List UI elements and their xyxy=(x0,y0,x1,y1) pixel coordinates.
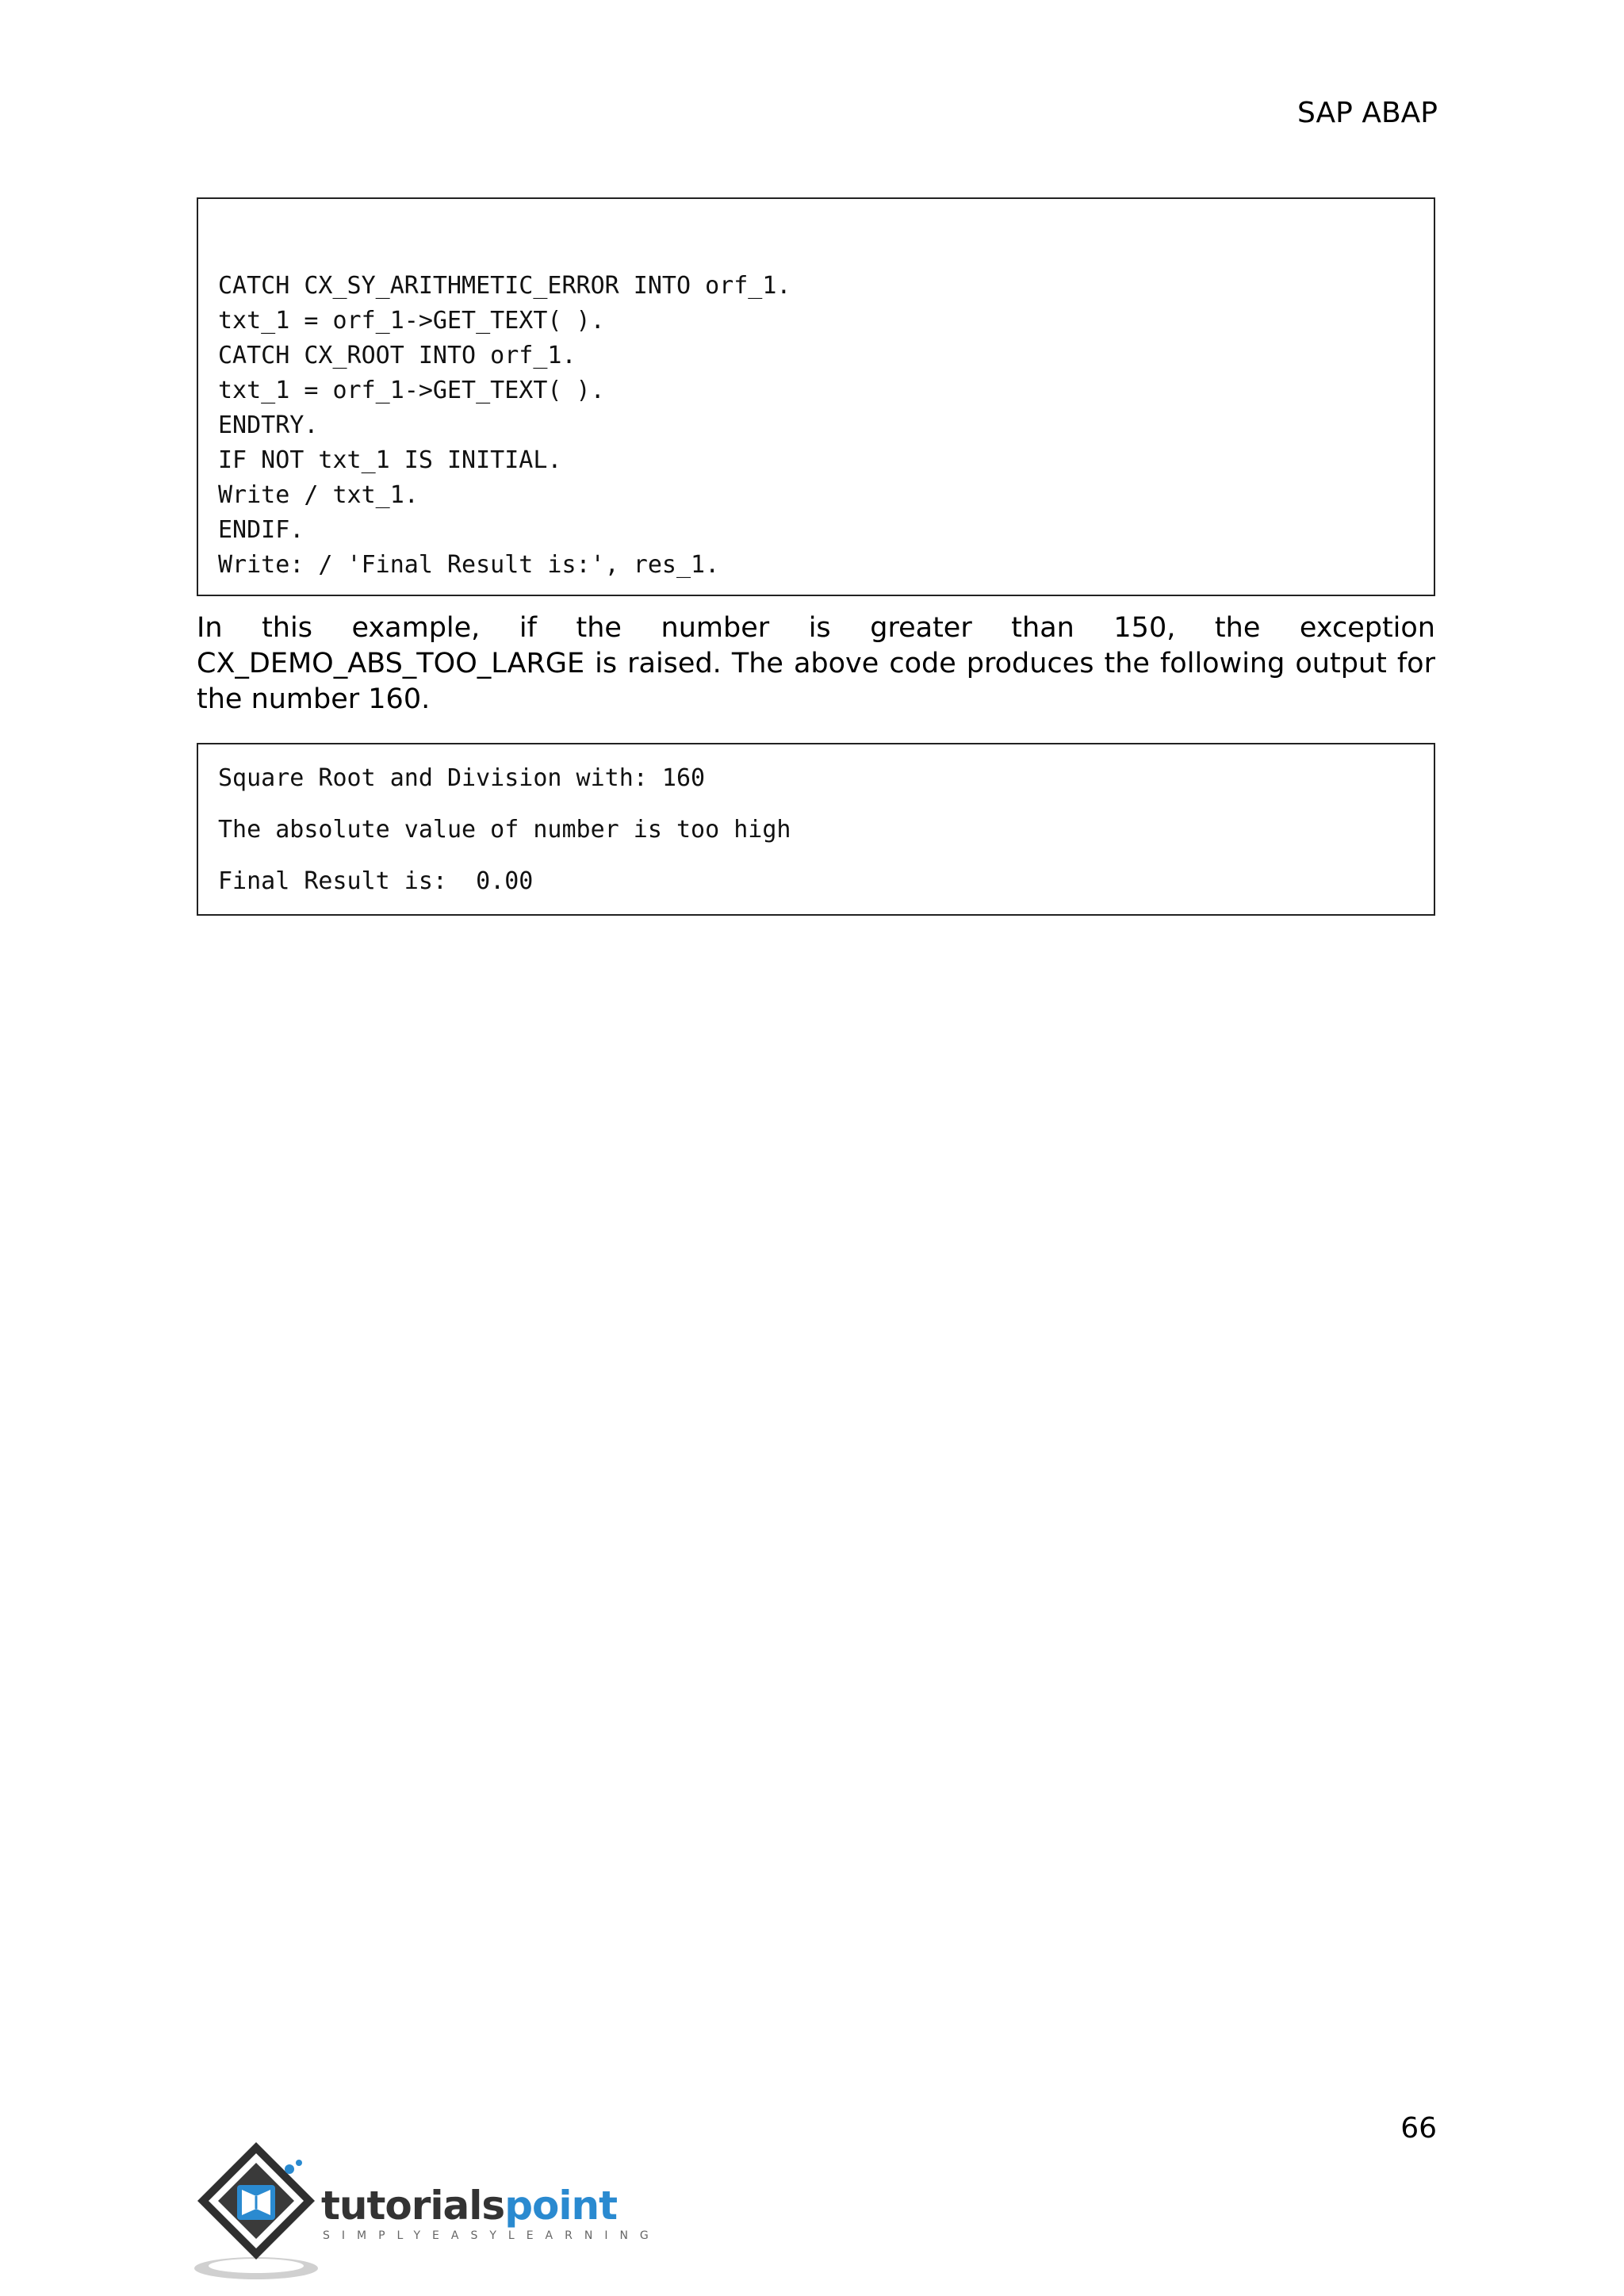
body-paragraph: In this example, if the number is greater than 150, the exception CX_DEMO_ABS_TOO_LARGE is raised. The above code produces the following output for the number 160. xyxy=(197,612,1435,715)
page-header-title: SAP ABAP xyxy=(1297,97,1438,129)
output-block xyxy=(197,743,1435,916)
logo-wordmark xyxy=(321,2183,617,2229)
code-line: txt_1 = orf_1->GET_TEXT( ). xyxy=(218,377,605,404)
code-line: ENDTRY. xyxy=(218,411,319,439)
logo-tagline: SIMPLYEASYLEARNING xyxy=(323,2229,661,2242)
code-line: CATCH CX_SY_ARITHMETIC_ERROR INTO orf_1. xyxy=(218,272,791,300)
output-line: Final Result is: 0.00 xyxy=(218,867,534,895)
code-line: CATCH CX_ROOT INTO orf_1. xyxy=(218,342,576,369)
tutorialspoint-logo xyxy=(194,2139,661,2283)
output-line: The absolute value of number is too high xyxy=(218,816,791,844)
logo-word-point: point xyxy=(504,2183,617,2229)
logo-diamond-icon xyxy=(194,2139,329,2283)
code-line: Write / txt_1. xyxy=(218,481,419,509)
code-line: ENDIF. xyxy=(218,516,304,544)
code-line: Write: / 'Final Result is:', res_1. xyxy=(218,551,720,579)
code-line: txt_1 = orf_1->GET_TEXT( ). xyxy=(218,307,605,335)
code-block xyxy=(197,197,1435,596)
page-number: 66 xyxy=(1400,2112,1437,2145)
code-line: IF NOT txt_1 IS INITIAL. xyxy=(218,446,562,474)
logo-word-tutorials: tutorials xyxy=(321,2183,505,2229)
output-line: Square Root and Division with: 160 xyxy=(218,764,706,792)
